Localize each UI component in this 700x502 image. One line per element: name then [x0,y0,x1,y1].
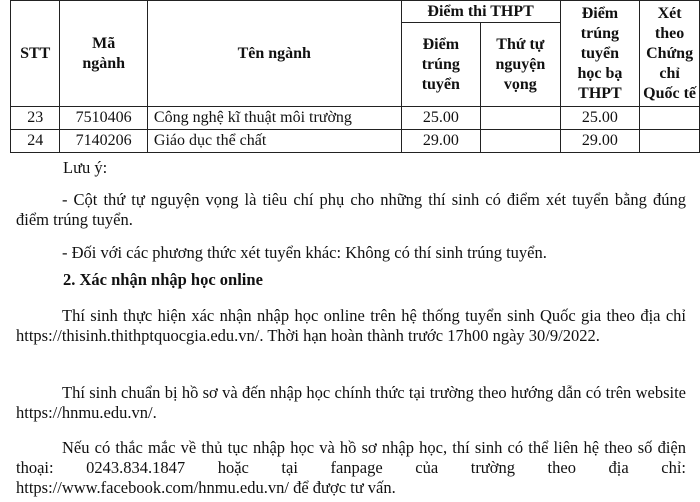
note-tiebreak-text: - Cột thứ tự nguyện vọng là tiêu chí phụ cho những thí sinh có điểm xét tuyển bằng đúng điểm trúng tuyển. [16,190,686,229]
header-name: Tên ngành [147,1,401,107]
paragraph-online-confirm [16,306,686,346]
header-code: Mã ngành [60,1,148,107]
paragraph-online-confirm-text: Thí sinh thực hiện xác nhận nhập học online trên hệ thống tuyển sinh Quốc gia theo địa chỉ https://thisinh.thithptquocgia.edu.vn/. Thời hạn hoàn thành trước 17h00 ngày 30/9/2022. [16,306,686,345]
section-heading: 2. Xác nhận nhập học online [63,270,263,289]
paragraph-contact-text: Nếu có thắc mắc về thủ tục nhập học và hồ sơ nhập học, thí sinh có thể liên hệ theo số điện thoại: 0243.834.1847 hoặc tại fanpage của trường theo địa chỉ: https://www.facebook.com/hnmu.edu.vn/ để được tư vấn. [16,438,686,497]
cell-hocba: 25.00 [560,107,640,130]
cell-order [481,107,561,130]
cell-name: Công nghệ kĩ thuật môi trường [147,107,401,130]
cell-score: 25.00 [401,107,480,130]
header-stt: STT [11,1,60,107]
cell-code: 7510406 [60,107,148,130]
header-hocba: Điểm trúng tuyển học bạ THPT [560,1,640,107]
cell-cert [640,130,700,153]
cell-order [481,130,561,153]
paragraph-documents [16,383,686,423]
cell-name: Giáo dục thể chất [147,130,401,153]
table-row [11,130,700,153]
note-tiebreak [16,190,686,230]
cell-code: 7140206 [60,130,148,153]
paragraph-contact [16,438,686,498]
header-score: Điểm trúng tuyển [401,23,480,107]
admission-table [10,0,700,153]
table-row [11,107,700,130]
cell-hocba: 29.00 [560,130,640,153]
cell-cert [640,107,700,130]
header-order: Thứ tự nguyện vọng [481,23,561,107]
note-other-methods: - Đối với các phương thức xét tuyển khác: Không có thí sinh trúng tuyển. [62,243,547,262]
paragraph-documents-text: Thí sinh chuẩn bị hồ sơ và đến nhập học chính thức tại trường theo hướng dẫn có trên website https://hnmu.edu.vn/. [16,383,686,422]
notes-label: Lưu ý: [63,158,108,177]
cell-stt: 24 [11,130,60,153]
header-cert: Xét theo Chứng chỉ Quốc tế [640,1,700,107]
cell-score: 29.00 [401,130,480,153]
cell-stt: 23 [11,107,60,130]
header-thpt-group: Điểm thi THPT [401,1,560,23]
